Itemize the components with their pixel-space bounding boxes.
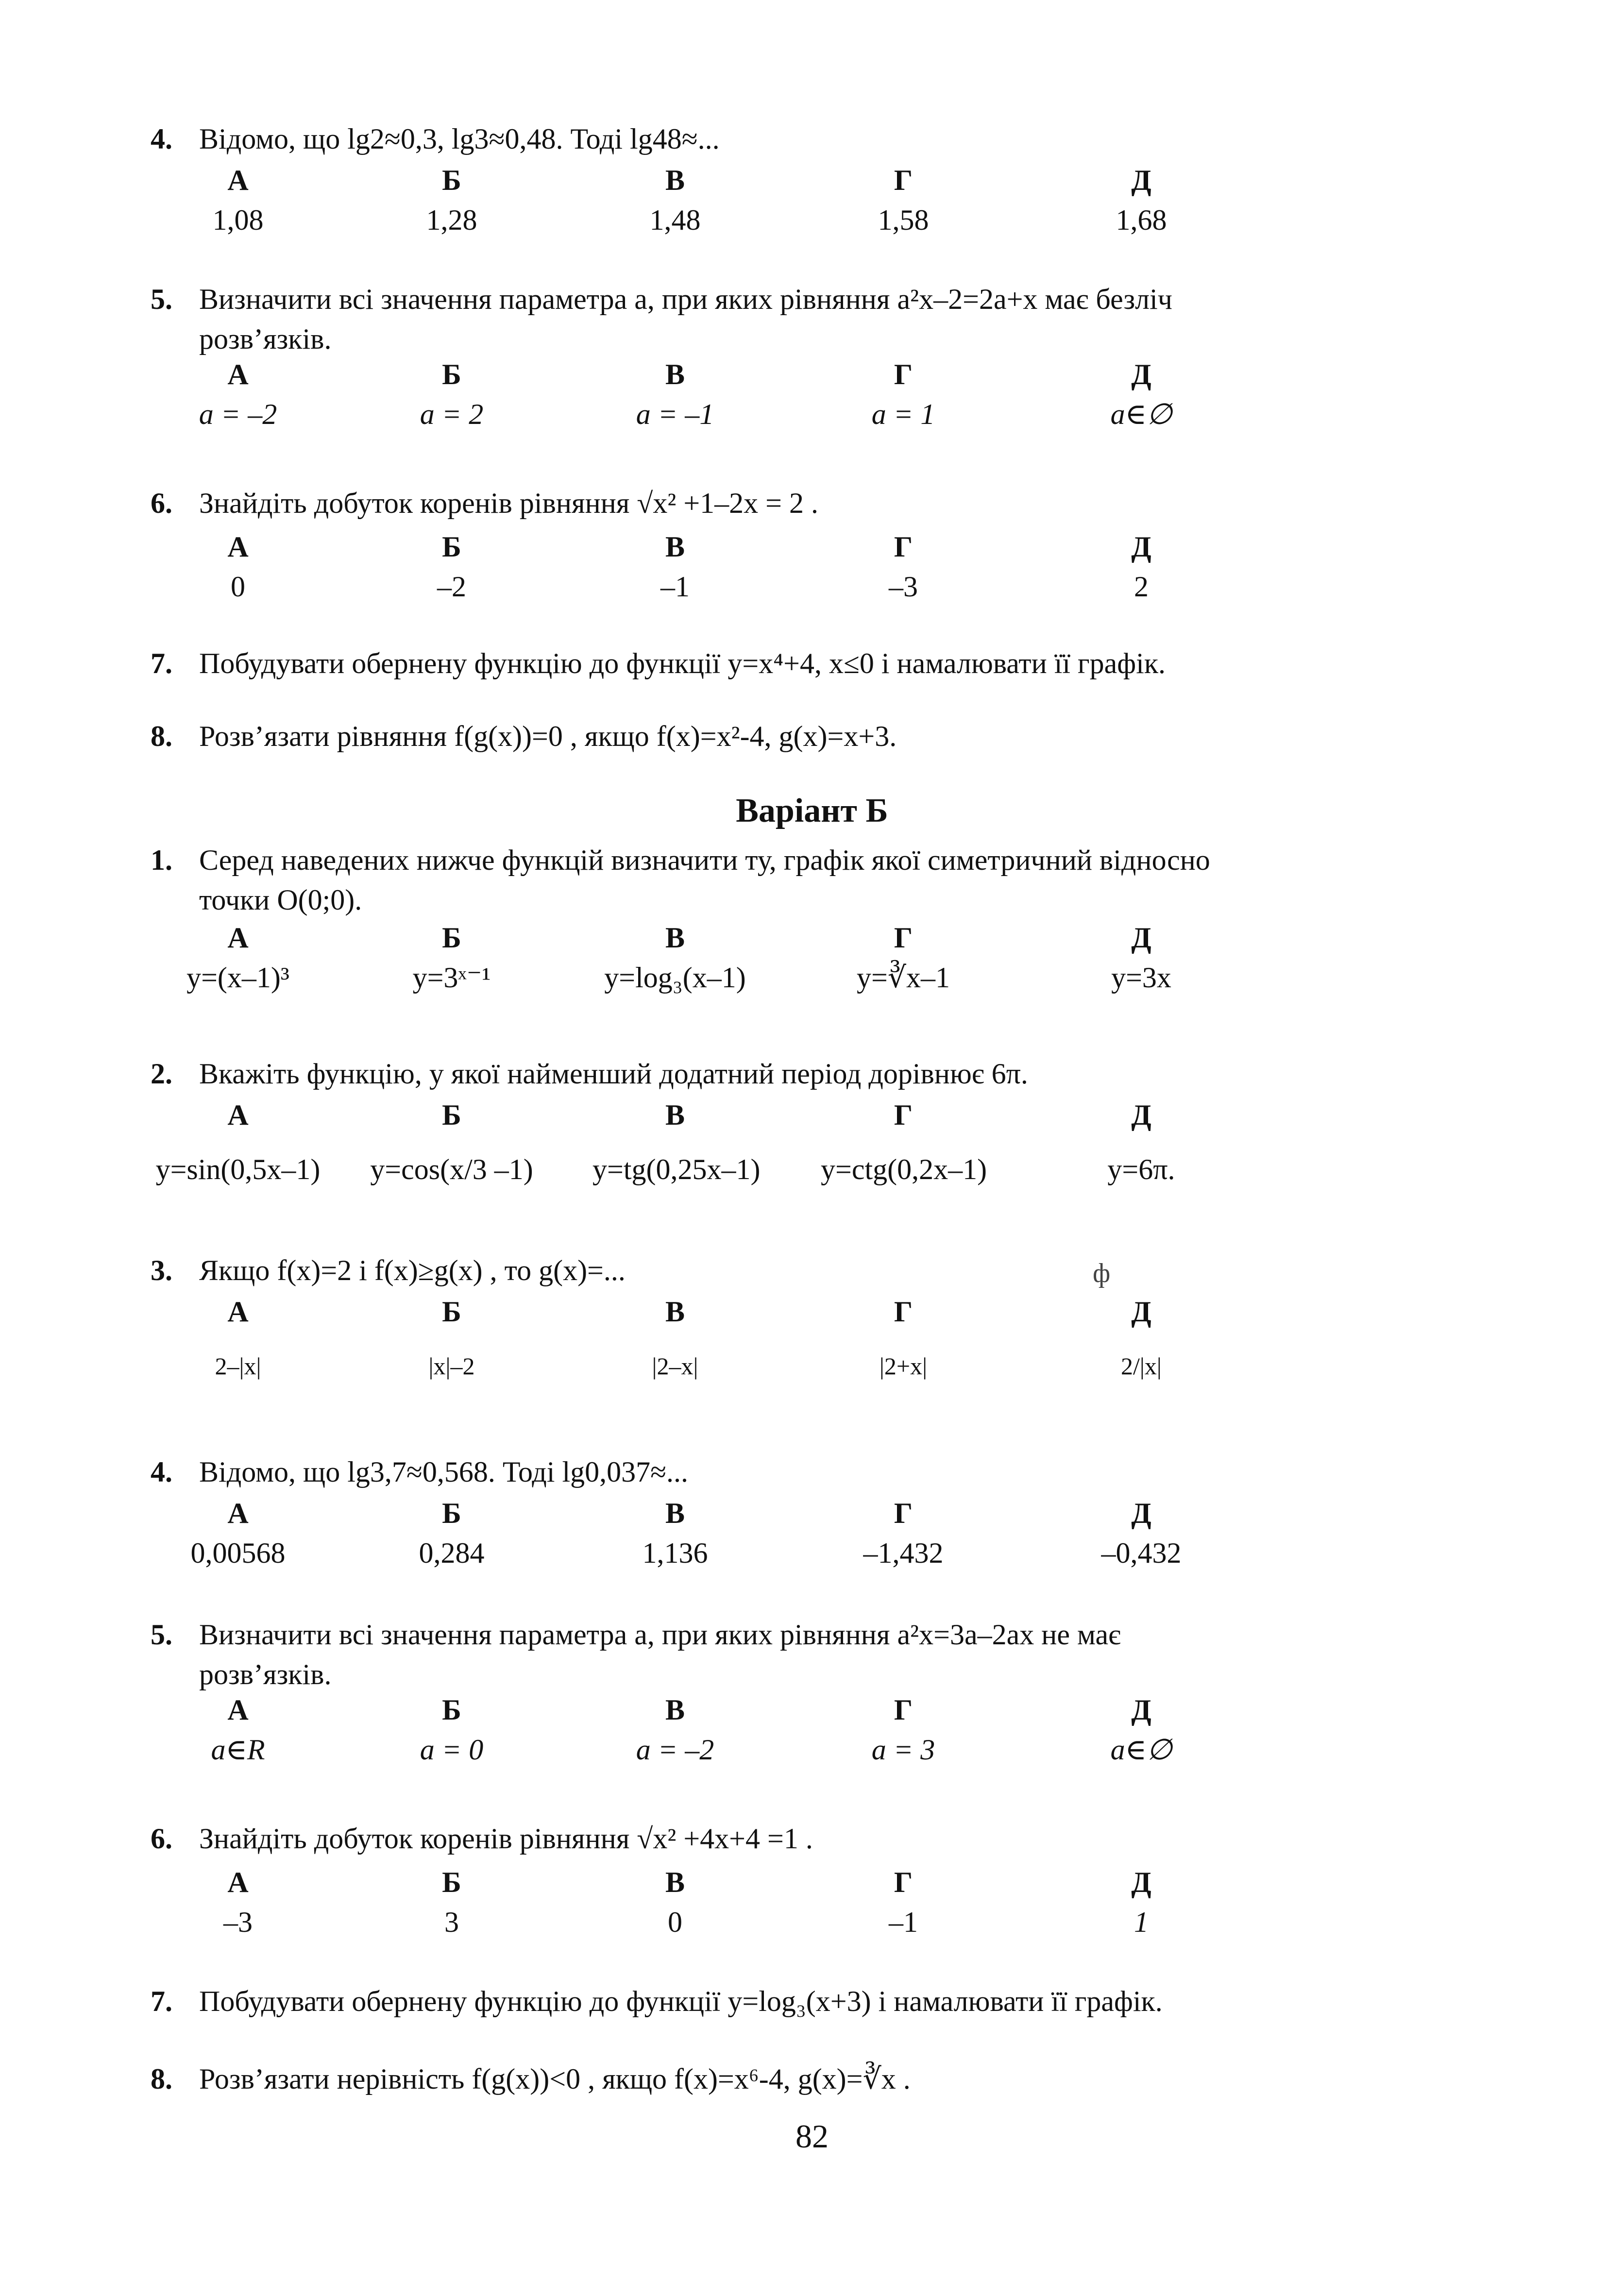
option-b: Б 3	[442, 1866, 461, 1938]
option-b: Б 0,284	[419, 1497, 485, 1569]
question-text-line1: Визначити всі значення параметра a, при яких рівняння a²x–2=2a+x має безліч	[199, 283, 1172, 315]
option-a: А y=(x–1)³	[186, 922, 289, 994]
option-d: Д a∈∅	[1110, 1694, 1172, 1766]
question-text: Відомо, що lg3,7≈0,568. Тоді lg0,037≈...	[199, 1456, 689, 1488]
question-4-a	[151, 119, 1438, 159]
question-text: Побудувати обернену функцію до функції y=log₃(x+3) і намалювати її графік.	[199, 1985, 1163, 2017]
question-1-b	[151, 840, 1438, 920]
option-d: Д 1	[1131, 1866, 1151, 1938]
answer-options	[0, 1862, 1624, 1947]
question-number: 4.	[151, 1456, 172, 1488]
answer-options	[0, 355, 1624, 439]
option-a: А 0	[227, 531, 249, 603]
option-v: В y=tg(0,25x–1)	[592, 1099, 761, 1185]
page-number: 82	[795, 2118, 829, 2155]
option-g: Г y=ctg(0,2x–1)	[821, 1099, 987, 1185]
question-number: 7.	[151, 1985, 172, 2017]
option-v: В |2–x|	[652, 1296, 698, 1380]
option-g: Г –1,432	[863, 1497, 944, 1569]
option-g: Г a = 1	[871, 358, 935, 430]
option-a: А y=sin(0,5x–1)	[155, 1099, 321, 1185]
option-d: Д y=6π.	[1107, 1099, 1175, 1185]
option-a: А a = –2	[199, 358, 277, 430]
question-number: 5.	[151, 283, 172, 315]
option-v: В a = –2	[636, 1694, 714, 1766]
question-8-a	[151, 716, 1438, 756]
question-number: 3.	[151, 1254, 172, 1286]
answer-options	[0, 1493, 1624, 1578]
option-d: Д a∈∅	[1110, 358, 1172, 430]
option-v: В 1,48	[649, 164, 701, 236]
question-8-b	[151, 2059, 1438, 2099]
question-text-line2: розв’язків.	[199, 1658, 332, 1690]
answer-options	[0, 1690, 1624, 1775]
question-4-b	[151, 1452, 1438, 1492]
option-a: А –3	[223, 1866, 253, 1938]
option-v: В a = –1	[636, 358, 714, 430]
option-d: Д 2/|x|	[1121, 1296, 1162, 1380]
answer-options	[0, 918, 1624, 1003]
option-d: Д –0,432	[1101, 1497, 1182, 1569]
question-number: 8.	[151, 2063, 172, 2095]
option-a: А 2–|x|	[215, 1296, 261, 1380]
question-number: 5.	[151, 1619, 172, 1651]
option-b: Б |x|–2	[428, 1296, 475, 1380]
question-text-line2: розв’язків.	[199, 323, 332, 355]
option-b: Б a = 0	[420, 1694, 484, 1766]
question-number: 1.	[151, 844, 172, 876]
question-number: 2.	[151, 1058, 172, 1090]
option-v: В 0	[665, 1866, 685, 1938]
question-text: Вкажіть функцію, у якої найменший додатний період дорівнює 6π.	[199, 1058, 1028, 1090]
question-text-line1: Серед наведених нижче функцій визначити ту, графік якої симетричний відносно	[199, 844, 1210, 876]
variant-title: Варіант Б	[736, 792, 888, 829]
option-g: Г –1	[889, 1866, 918, 1938]
option-a: А 0,00568	[190, 1497, 286, 1569]
answer-options	[0, 160, 1624, 245]
option-d: Д y=3x	[1111, 922, 1171, 994]
option-d: Д 1,68	[1116, 164, 1167, 236]
option-v: В –1	[660, 531, 690, 603]
question-text: Побудувати обернену функцію до функції y=x⁴+4, x≤0 і намалювати її графік.	[199, 647, 1166, 679]
answer-options	[0, 1095, 1624, 1185]
option-b: Б y=cos(x/3 –1)	[370, 1099, 533, 1185]
question-5-b	[151, 1615, 1438, 1694]
question-5-a	[151, 279, 1438, 359]
question-text: Знайдіть добуток коренів рівняння √x² +4x+4 =1 .	[199, 1823, 813, 1855]
question-text: Розв’язати рівняння f(g(x))=0 , якщо f(x)=x²-4, g(x)=x+3.	[199, 720, 897, 752]
question-text: Відомо, що lg2≈0,3, lg3≈0,48. Тоді lg48≈...	[199, 123, 720, 155]
answer-options	[0, 527, 1624, 612]
question-number: 6.	[151, 487, 172, 519]
option-d: Д 2	[1131, 531, 1151, 603]
question-text-line2: точки О(0;0).	[199, 884, 362, 916]
answer-options	[0, 1292, 1624, 1380]
option-b: Б 1,28	[426, 164, 477, 236]
question-number: 8.	[151, 720, 172, 752]
question-6-b	[151, 1819, 1438, 1858]
question-text: Знайдіть добуток коренів рівняння √x² +1–2x = 2 .	[199, 487, 818, 519]
question-7-b	[151, 1981, 1438, 2021]
question-6-a	[151, 483, 1438, 523]
question-text: Якщо f(x)=2 і f(x)≥g(x) , то g(x)=...	[199, 1254, 626, 1286]
question-number: 7.	[151, 647, 172, 679]
option-b: Б y=3ˣ⁻¹	[412, 922, 491, 994]
question-text: Розв’язати нерівність f(g(x))<0 , якщо f(x)=x⁶-4, g(x)=∛x .	[199, 2063, 911, 2095]
option-b: Б a = 2	[420, 358, 484, 430]
option-g: Г a = 3	[871, 1694, 935, 1766]
question-number: 4.	[151, 123, 172, 155]
question-2-b	[151, 1054, 1438, 1094]
option-g: Г |2+x|	[879, 1296, 928, 1380]
option-a: А 1,08	[212, 164, 264, 236]
option-v: В y=log₃(x–1)	[604, 922, 746, 994]
option-v: В 1,136	[642, 1497, 708, 1569]
question-7-a	[151, 643, 1438, 683]
question-3-b	[151, 1250, 1438, 1290]
option-a: А a∈R	[211, 1694, 265, 1766]
option-g: Г –3	[889, 531, 918, 603]
question-text-line1: Визначити всі значення параметра a, при яких рівняння a²x=3a–2ax не має	[199, 1619, 1121, 1651]
option-g: Г y=∛x–1	[856, 922, 950, 994]
question-number: 6.	[151, 1823, 172, 1855]
ink-stain: ф	[1093, 1258, 1111, 1288]
option-b: Б –2	[437, 531, 466, 603]
option-g: Г 1,58	[878, 164, 929, 236]
